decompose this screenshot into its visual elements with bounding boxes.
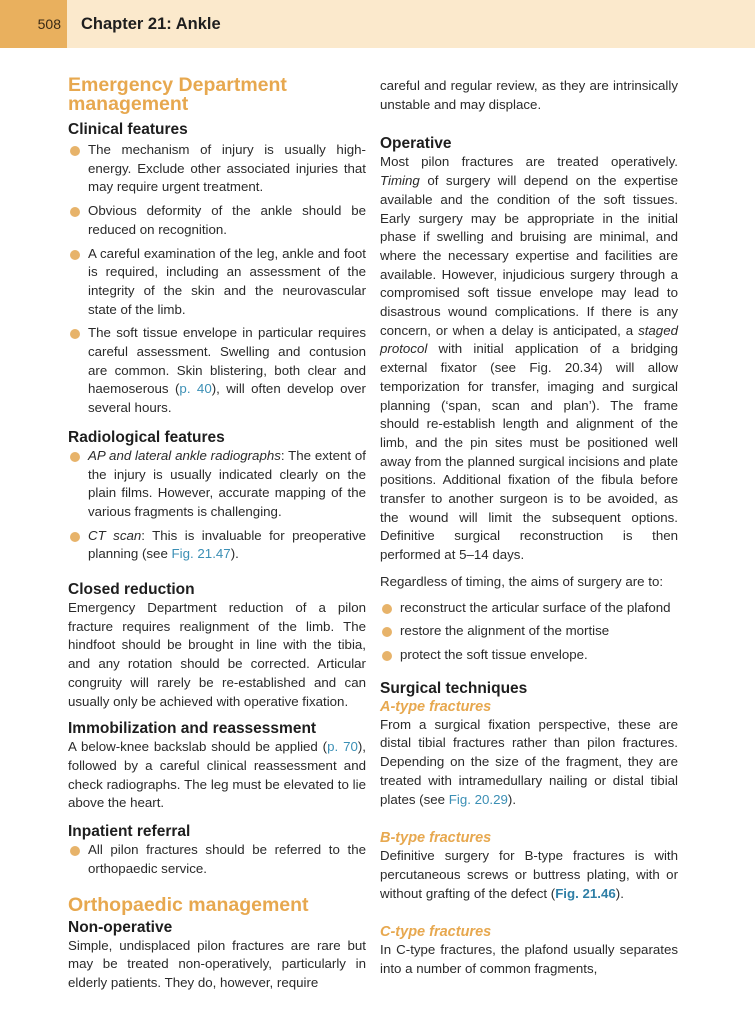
text: of surgery will depend on the expertise available and the condition of the soft tissues. Early surgery may be appropriate in the initial phase if swelling and bruising are minimal, and where the necessary expertise and facilities are available. However, injudicious surgery through a compromised soft tissue envelope may lead to disastrous wound complications. If there is any concern, or when a delay is anticipated, a xyxy=(380,173,678,338)
operative-text xyxy=(380,153,678,564)
list-item: The mechanism of injury is usually high-energy. Exclude other associated injuries that may require urgent treatment. xyxy=(68,141,366,197)
text: Timing xyxy=(380,173,420,189)
list-item: A careful examination of the leg, ankle and foot is required, including an assessment of the integrity of the skin and the neurovascular state of the limb. xyxy=(68,245,366,320)
figure-link-20-29[interactable]: Fig. 20.29 xyxy=(448,791,508,807)
text: Most pilon fractures are treated operatively. xyxy=(380,154,678,170)
heading-operative: Operative xyxy=(380,135,452,153)
aims-intro: Regardless of timing, the aims of surgery are to: xyxy=(380,573,664,589)
heading-closed-reduction: Closed reduction xyxy=(68,581,195,599)
chapter-title: Chapter 21: Ankle xyxy=(81,15,221,33)
list-item: restore the alignment of the mortise xyxy=(380,622,678,641)
list-item: All pilon fractures should be referred to the orthopaedic service. xyxy=(68,841,366,878)
continued-text: careful and regular review, as they are intrinsically unstable and may displace. xyxy=(380,78,678,112)
page-number-box xyxy=(0,0,67,48)
figure-link-21-47[interactable]: Fig. 21.47 xyxy=(171,546,231,562)
text: : The extent of the injury is usually indicated clearly on the plain films. However, accurate mapping of the various fragments is challenging. xyxy=(88,447,366,519)
page-link-70[interactable]: p. 70 xyxy=(327,739,358,755)
heading-b-type: B-type fractures xyxy=(380,830,492,847)
closed-reduction-text: Emergency Department reduction of a pilon fracture requires realignment of the limb. The hindfoot should be brought in line with the tibia, and any rotation should be corrected. Articular congruity will rarely be re-established and can usually only be achieved with operative fixation. xyxy=(68,600,366,709)
text: ). xyxy=(230,546,239,562)
page-link-40[interactable]: p. 40 xyxy=(179,381,212,397)
non-operative-text: Simple, undisplaced pilon fractures are rare but may be treated non-operatively, particularly in elderly patients. They do, however, require xyxy=(68,937,366,990)
text: AP and lateral ankle radiographs xyxy=(88,447,281,463)
text: with initial application of a bridging external fixator (see Fig. 20.34) will allow temporization for transfer, imaging and surgical planning (‘span, scan and plan’). The frame should re-establish length and alignment of the limb, and the pin sites must be positioned well away from the planned surgical incisions and plate positions. Additional fixation of the fibula before transfer to another surgeon is to be avoided, as the wound will limit the subsequent options. Definitive surgical reconstruction is then performed at 5–14 days. xyxy=(380,341,678,563)
section-title-emergency: Emergency Department management xyxy=(68,74,287,115)
text: The soft tissue envelope in particular requires careful assessment. Swelling and contusion are common. Skin blistering, both clear and haemoserous ( xyxy=(88,325,366,397)
text: From a surgical fixation perspective, these are distal tibial fractures rather than pilon fractures. Depending on the size of the fragment, they are treated with intramedullary nailing or distal tibial plates (see xyxy=(380,716,678,807)
heading-non-operative: Non-operative xyxy=(68,918,173,936)
right-column xyxy=(380,77,678,979)
radiological-features-list xyxy=(68,447,366,564)
page-number: 508 xyxy=(37,16,61,32)
list-item xyxy=(68,324,366,418)
text: ), will often develop over several hours. xyxy=(88,381,366,416)
list-item xyxy=(68,447,366,522)
c-type-text: In C-type fractures, the plafond usually separates into a number of common fragments, xyxy=(380,942,678,977)
list-item: reconstruct the articular surface of the plafond xyxy=(380,599,678,618)
heading-c-type: C-type fractures xyxy=(380,924,492,941)
aims-list xyxy=(380,599,678,665)
inpatient-list xyxy=(68,841,366,878)
page-header xyxy=(0,0,755,48)
list-item: Obvious deformity of the ankle should be reduced on recognition. xyxy=(68,202,366,239)
list-item: protect the soft tissue envelope. xyxy=(380,646,678,665)
heading-inpatient-referral: Inpatient referral xyxy=(68,823,191,841)
a-type-text xyxy=(380,716,678,810)
text: : This is invaluable for preoperative planning (see xyxy=(88,527,366,562)
figure-link-21-46[interactable]: Fig. 21.46 xyxy=(555,885,616,901)
heading-clinical-features: Clinical features xyxy=(68,121,188,138)
list-item xyxy=(68,527,366,564)
text: ), followed by a careful clinical reassessment and check radiographs. The leg must be elevated to lie above the heart. xyxy=(68,739,366,811)
section-title-orthopaedic: Orthopaedic management xyxy=(68,893,309,916)
left-column xyxy=(68,76,366,993)
clinical-features-list xyxy=(68,141,366,418)
b-type-text xyxy=(380,847,678,903)
heading-surgical-techniques: Surgical techniques xyxy=(380,679,528,697)
heading-radiological-features: Radiological features xyxy=(68,428,225,446)
text: ). xyxy=(615,885,624,901)
text: CT scan xyxy=(88,527,142,543)
heading-immobilization: Immobilization and reassessment xyxy=(68,720,317,738)
text: Definitive surgery for B-type fractures is with percutaneous screws or buttress plating, with or without grafting of the defect ( xyxy=(380,848,678,901)
immobilization-text xyxy=(68,738,366,813)
heading-a-type: A-type fractures xyxy=(380,698,492,715)
text: staged protocol xyxy=(380,322,678,357)
text: ). xyxy=(507,791,517,807)
text: A below-knee backslab should be applied ( xyxy=(68,739,328,755)
